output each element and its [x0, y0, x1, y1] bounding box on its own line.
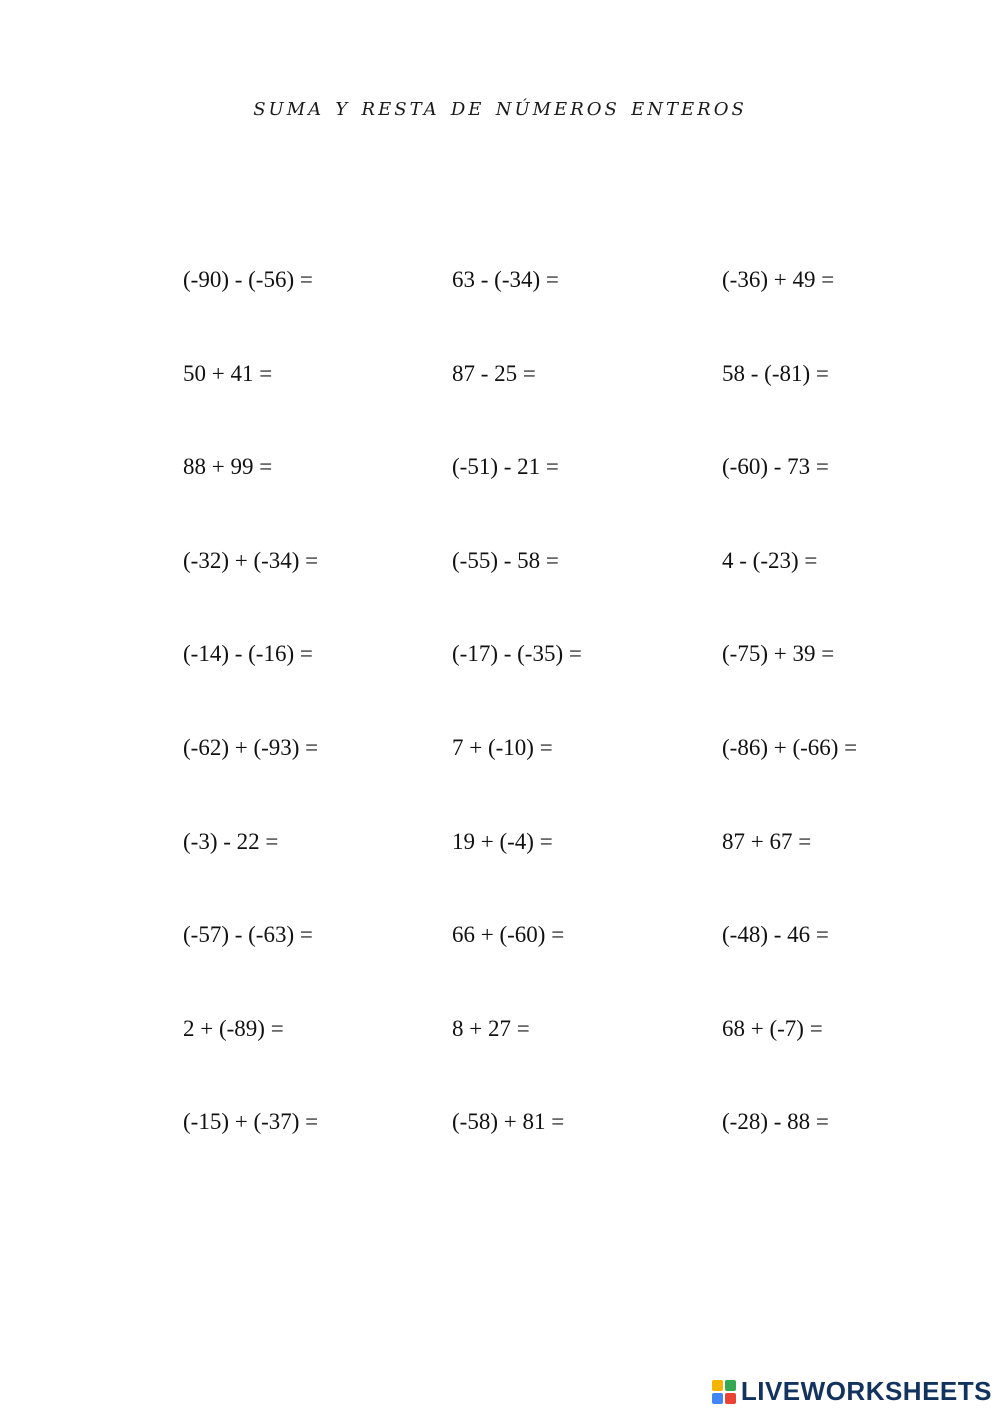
exercise-grid — [183, 262, 943, 1198]
exercise-item: (-17) - (-35) = — [452, 641, 582, 667]
exercise-item: 4 - (-23) = — [722, 547, 818, 573]
exercise-item: (-90) - (-56) = — [183, 267, 313, 292]
liveworksheets-watermark — [712, 1376, 992, 1407]
exercise-item: (-57) - (-63) = — [183, 922, 313, 948]
exercise-item: (-14) - (-16) = — [183, 641, 313, 667]
liveworksheets-logo-icon — [712, 1380, 736, 1404]
exercise-item: 87 - 25 = — [452, 360, 536, 386]
exercise-item: (-75) + 39 = — [722, 641, 835, 667]
exercise-item: (-32) + (-34) = — [183, 547, 319, 573]
exercise-item: (-60) - 73 = — [722, 454, 829, 480]
exercise-item: (-3) - 22 = — [183, 828, 279, 854]
exercise-item: (-86) + (-66) = — [722, 734, 858, 760]
exercise-item: 63 - (-34) = — [452, 267, 559, 292]
exercise-item: 88 + 99 = — [183, 454, 273, 480]
exercise-item: 19 + (-4) = — [452, 828, 553, 854]
exercise-item: 58 - (-81) = — [722, 360, 829, 386]
exercise-item: 2 + (-89) = — [183, 1015, 284, 1041]
exercise-item: (-55) - 58 = — [452, 547, 559, 573]
exercise-item: 66 + (-60) = — [452, 922, 565, 948]
exercise-item: 68 + (-7) = — [722, 1015, 823, 1041]
exercise-item: (-51) - 21 = — [452, 454, 559, 480]
exercise-item: (-48) - 46 = — [722, 922, 829, 948]
exercise-item: (-62) + (-93) = — [183, 734, 319, 760]
exercise-item: (-28) - 88 = — [722, 1109, 829, 1135]
exercise-item: 8 + 27 = — [452, 1015, 530, 1041]
exercise-item: (-58) + 81 = — [452, 1109, 565, 1135]
exercise-item: 7 + (-10) = — [452, 734, 553, 760]
exercise-item: (-36) + 49 = — [722, 267, 835, 292]
page-title: suma y resta de números enteros — [253, 92, 747, 122]
exercise-item: 87 + 67 = — [722, 828, 812, 854]
watermark-text: LIVEWORKSHEETS — [740, 1376, 992, 1406]
exercise-item: 50 + 41 = — [183, 360, 273, 386]
exercise-item: (-15) + (-37) = — [183, 1109, 319, 1135]
